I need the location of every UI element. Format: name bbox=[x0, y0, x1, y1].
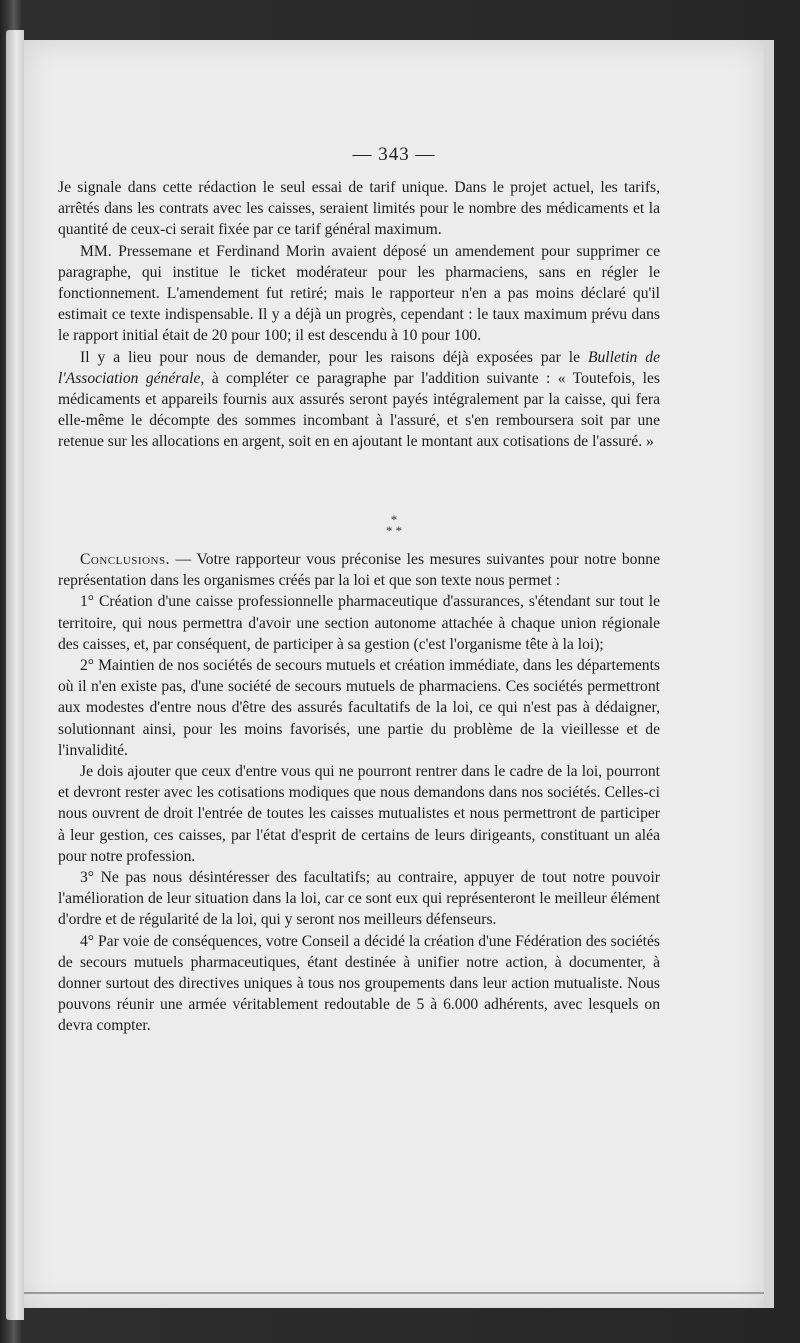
bulletin-title: Bulletin de l'Association générale, bbox=[58, 348, 660, 387]
paragraph-point-4: 4° Par voie de conséquences, votre Conseil a décidé la création d'une Fédération des sociétés de secours mutuels pharmaceutiques, étant destinée à unifier notre action, à documenter, à donner surtout des directives uniques à tous nos groupements dans leur action mutualiste. Nous pouvons réunir une armée véritablement redoutable de 5 à 6.000 adhérents, avec lesquels on devra compter. bbox=[58, 932, 660, 1035]
text-block-conclusions bbox=[58, 549, 660, 1037]
text-block-top bbox=[58, 177, 660, 453]
paragraph-point-1: 1° Création d'une caisse professionnelle pharmaceutique d'assurances, s'étendant sur tout le territoire, qui nous permettra d'avoir une section autonome attachée à chaque union régionale des caisses, et, par conséquent, de participer à sa gestion (c'est l'organisme tête à la loi); bbox=[58, 593, 660, 653]
asterism-separator: * * * bbox=[385, 512, 403, 538]
paragraph-point-2: 2° Maintien de nos sociétés de secours mutuels et création immédiate, dans les départements où il n'en existe pas, d'une société de secours mutuels de pharmaciens. Ces sociétés permettront aux modestes d'entre nous d'être des assurés facultatifs de la loi, ce qui n'est pas à dédaigner, solutionnant ainsi, pour les moins favorisés, une partie du problème de la vieillesse et de l'invalidité. bbox=[58, 657, 660, 759]
book-spine-edge bbox=[6, 30, 24, 1320]
conclusions-text: — Votre rapporteur vous préconise les mesures suivantes pour notre bonne représentation dans les organismes créés par la loi et que son texte nous permet : bbox=[58, 551, 660, 590]
conclusions-heading: Conclusions. bbox=[80, 551, 170, 568]
bulletin-text-before: Il y a lieu pour nous de demander, pour les raisons déjà exposées par le bbox=[80, 348, 588, 366]
paragraph-amendement: MM. Pressemane et Ferdinand Morin avaient déposé un amendement pour supprimer ce paragraphe, qui institue le ticket modérateur pour les pharmaciens, sans en régler le fonctionnement. L'amendement fut retiré; mais le rapporteur n'en a pas moins déclaré qu'il estimait ce texte indispensable. Il y a déjà un progrès, cependant : le taux maximum prévu dans le rapport initial était de 20 pour 100; il est descendu à 10 pour 100. bbox=[58, 242, 660, 345]
book-page bbox=[24, 40, 774, 1308]
paragraph-tarif-unique: Je signale dans cette rédaction le seul essai de tarif unique. Dans le projet actuel, les tarifs, arrêtés dans les contrats avec les caisses, seraient limités pour le nombre des médicaments et la quantité de ceux-ci serait fixée par ce tarif général maximum. bbox=[58, 179, 660, 239]
page-number: — 343 — bbox=[352, 144, 436, 165]
bulletin-text-after: à compléter ce paragraphe par l'addition suivante : « Toutefois, les médicaments et appareils fournis aux assurés seront payés intégralement par la caisse, qui fera elle-même le décompte des sommes incombant à l'assuré, et s'en remboursera soit par une retenue sur les allocations en argent, soit en en ajoutant le montant aux cotisations de l'assuré. » bbox=[58, 369, 660, 451]
paragraph-point-3: 3° Ne pas nous désintéresser des facultatifs; au contraire, appuyer de tout notre pouvoir l'amélioration de leur situation dans la loi, car ce sont eux qui représenteront le meilleur élément d'ordre et de régularité de la loi, qui y seront nos meilleurs défenseurs. bbox=[58, 869, 660, 929]
paragraph-ajouter: Je dois ajouter que ceux d'entre vous qui ne pourront rentrer dans le cadre de la loi, pourront et devront rester avec les cotisations modiques que nous demandons dans nos sociétés. Celles-ci nous ouvrent de droit l'entrée de toutes les caisses mutualistes et nous permettront de participer à leur gestion, ces caisses, par l'état d'esprit de certains de leurs dirigeants, constituant un aléa pour notre profession. bbox=[58, 763, 660, 865]
paragraph-bulletin bbox=[58, 347, 660, 453]
page-bottom-edge bbox=[24, 1292, 764, 1294]
paragraph-conclusions bbox=[58, 549, 660, 591]
